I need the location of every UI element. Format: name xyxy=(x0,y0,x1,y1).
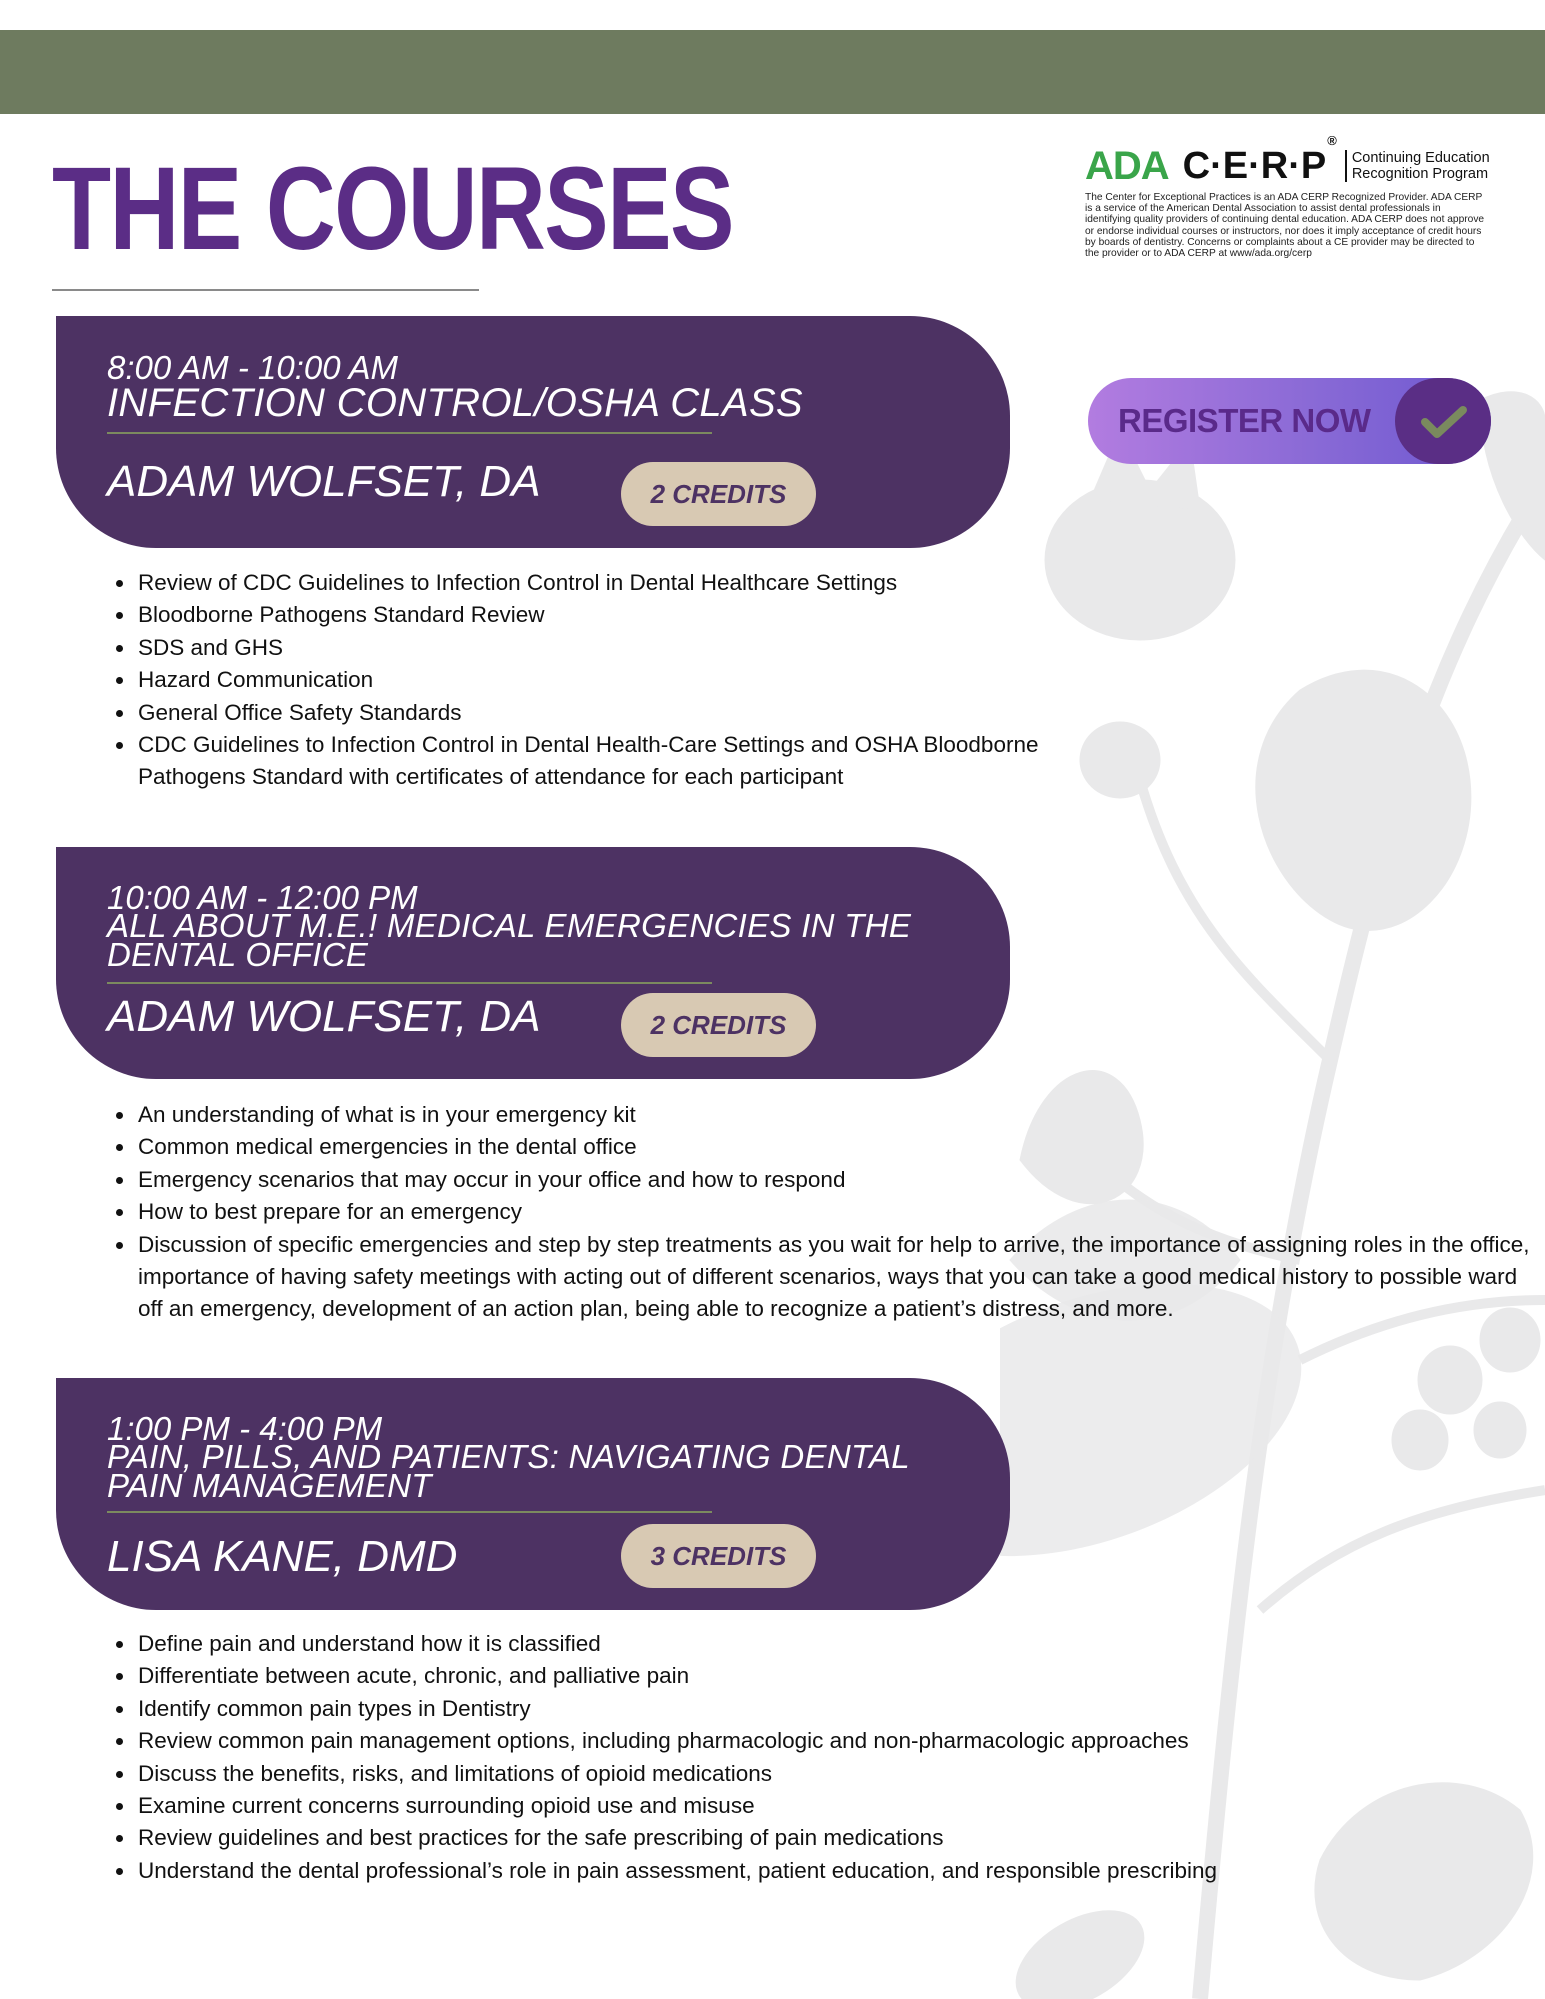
list-item: • Bloodborne Pathogens Standard Review xyxy=(136,599,1056,631)
credits-badge: 3 CREDITS xyxy=(621,1524,816,1588)
course-3-topics xyxy=(108,1628,1436,1887)
course-2-topics xyxy=(108,1099,1536,1326)
register-now-label: REGISTER NOW xyxy=(1118,402,1371,439)
registered-mark: ® xyxy=(1327,132,1337,148)
list-item: • Common medical emergencies in the dental office xyxy=(136,1131,1536,1163)
course-title: PAIN, PILLS, AND PATIENTS: NAVIGATING DENTAL xyxy=(107,1438,910,1475)
course-instructor: ADAM WOLFSET, DA xyxy=(107,992,541,1041)
course-divider xyxy=(107,432,712,434)
course-title: INFECTION CONTROL/OSHA CLASS xyxy=(107,381,803,425)
course-header-2 xyxy=(56,847,1010,1079)
list-item: • General Office Safety Standards xyxy=(136,697,1056,729)
ada-cerp-logo xyxy=(1085,132,1495,260)
checkmark-icon xyxy=(1395,378,1491,464)
register-now-button[interactable] xyxy=(1088,378,1491,464)
top-color-band xyxy=(0,30,1545,114)
list-item: • Discuss the benefits, risks, and limitations of opioid medications xyxy=(136,1758,1436,1790)
list-item: • Differentiate between acute, chronic, and palliative pain xyxy=(136,1660,1436,1692)
cerp-subtitle-line1: Continuing Education xyxy=(1351,150,1490,166)
course-title-line2: DENTAL OFFICE xyxy=(107,936,369,973)
course-time: 10:00 AM - 12:00 PM xyxy=(107,879,418,916)
list-item: • Review of CDC Guidelines to Infection Control in Dental Healthcare Settings xyxy=(136,567,1056,599)
course-time: 1:00 PM - 4:00 PM xyxy=(107,1410,383,1447)
course-time: 8:00 AM - 10:00 AM xyxy=(107,349,399,386)
course-1-topics xyxy=(108,567,1056,794)
cerp-subtitle-line2: Recognition Program xyxy=(1351,166,1489,182)
list-item: • SDS and GHS xyxy=(136,632,1056,664)
list-item: • Emergency scenarios that may occur in your office and how to respond xyxy=(136,1164,1536,1196)
list-item: • Define pain and understand how it is classified xyxy=(136,1628,1436,1660)
ada-cerp-disclaimer: The Center for Exceptional Practices is an ADA CERP Recognized Provider. ADA CERP is a service of the American Dental Association to assist dental professionals in identifying quality providers of continuing dental education. ADA CERP does not approve or endorse individual courses or instructors, nor does it imply acceptance of credit hours by boards of dentistry. Concerns or complaints about a CE provider may be directed to the provider or to ADA CERP at www/ada.org/cerp xyxy=(1085,192,1485,260)
list-item: • CDC Guidelines to Infection Control in Dental Health-Care Settings and OSHA Bloodborne Pathogens Standard with certificates of attendance for each participant xyxy=(136,729,1056,794)
course-divider xyxy=(107,982,712,984)
ada-cerp-wordmark xyxy=(1085,132,1495,188)
course-instructor: ADAM WOLFSET, DA xyxy=(107,457,541,506)
course-divider xyxy=(107,1511,712,1513)
cerp-letters: C·E·R·P xyxy=(1182,144,1327,187)
list-item: • Understand the dental professional’s role in pain assessment, patient education, and responsible prescribing xyxy=(136,1855,1436,1887)
course-header-1 xyxy=(56,316,1010,548)
list-item: • Discussion of specific emergencies and step by step treatments as you wait for help to arrive, the importance of assigning roles in the office, importance of having safety meetings with acting out of different scenarios, ways that you can take a good medical history to possible ward off an emergency, development of an action plan, being able to recognize a patient’s distress, and more. xyxy=(136,1229,1536,1326)
list-item: • Identify common pain types in Dentistry xyxy=(136,1693,1436,1725)
course-title: ALL ABOUT M.E.! MEDICAL EMERGENCIES IN THE xyxy=(107,907,912,944)
title-underline xyxy=(52,289,479,291)
cerp-word xyxy=(1182,132,1337,188)
list-item: • An understanding of what is in your emergency kit xyxy=(136,1099,1536,1131)
list-item: • Review guidelines and best practices for the safe prescribing of pain medications xyxy=(136,1822,1436,1854)
course-header-3 xyxy=(56,1378,1010,1610)
page-title: THE COURSES xyxy=(52,143,733,275)
course-instructor: LISA KANE, DMD xyxy=(107,1532,458,1581)
list-item: • How to best prepare for an emergency xyxy=(136,1196,1536,1228)
ada-word: ADA xyxy=(1085,143,1169,188)
list-item: • Hazard Communication xyxy=(136,664,1056,696)
credits-badge: 2 CREDITS xyxy=(621,462,816,526)
cerp-subtitle xyxy=(1345,150,1490,182)
list-item: • Review common pain management options, including pharmacologic and non-pharmacologic approaches xyxy=(136,1725,1436,1757)
course-title-line2: PAIN MANAGEMENT xyxy=(107,1467,432,1504)
credits-badge: 2 CREDITS xyxy=(621,993,816,1057)
list-item: • Examine current concerns surrounding opioid use and misuse xyxy=(136,1790,1436,1822)
